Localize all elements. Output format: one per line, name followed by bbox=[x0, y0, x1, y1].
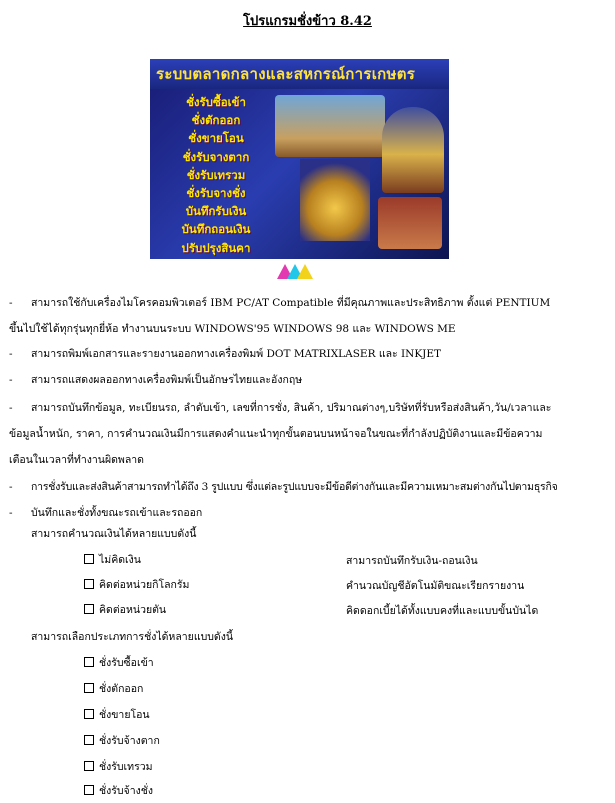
calc-option-label: คิดต่อหน่วยตัน bbox=[99, 604, 167, 616]
banner-feature: ชั่งตักออก bbox=[191, 113, 241, 128]
weigh-type-label: ชั่งรับจ้างตาก bbox=[99, 735, 160, 747]
checkbox[interactable] bbox=[84, 579, 94, 589]
bullet-line: สามารถใช้กับเครื่องไมโครคอมพิวเตอร์ IBM PC/AT Compatible ที่มีคุณภาพและประสิทธิภาพ ตั้งแต่ PENTIUM bbox=[31, 297, 551, 309]
bullet-dash: - bbox=[9, 374, 13, 386]
bullet-dash: - bbox=[9, 507, 13, 519]
calc-option[interactable] bbox=[84, 602, 166, 618]
checkbox[interactable] bbox=[84, 683, 94, 693]
bullet-dash: - bbox=[9, 348, 13, 360]
bullet-line: สามารถแสดงผลออกทางเครื่องพิมพ์เป็นอักษรไทยและอังกฤษ bbox=[31, 374, 303, 386]
wat-photo bbox=[382, 107, 444, 193]
bullet-line: สามารถพิมพ์เอกสารและรายงานออกทางเครื่องพิมพ์ DOT MATRIXLASER และ INKJET bbox=[31, 348, 442, 360]
banner-feature-list bbox=[160, 93, 272, 257]
checkbox[interactable] bbox=[84, 657, 94, 667]
chedi-photo bbox=[300, 159, 370, 241]
company-contact: TEL.2136373-6 , FAX.6751763-4 bbox=[330, 279, 403, 284]
weigh-type-label: ชั่งรับซื้อเข้า bbox=[99, 657, 154, 669]
weigh-type-option[interactable] bbox=[84, 681, 143, 697]
banner-feature: ชั่งรับซื้อเข้า bbox=[186, 95, 246, 109]
weigh-type-label: ชั่งรับเทรวม bbox=[99, 761, 153, 773]
bullet-line: ขึ้นไปใช้ได้ทุกรุ่นทุกยี่ห้อ ทำงานบนระบบ WINDOWS'95 WINDOWS 98 และ WINDOWS ME bbox=[9, 323, 456, 335]
banner-feature: ชั่งขายโอน bbox=[188, 131, 244, 146]
weigh-type-label: ชั่งรับจ้างชั่ง bbox=[99, 785, 153, 797]
checkbox[interactable] bbox=[84, 604, 94, 614]
bullet-dash: - bbox=[9, 402, 13, 414]
checkbox[interactable] bbox=[84, 554, 94, 564]
bullet-line: การชั่งรับและส่งสินค้าสามารถทำได้ถึง 3 รูปแบบ ซึ่งแต่ละรูปแบบจะมีข้อดีต่างกันและมีความเหมาะสมต่างกันไปตามธุรกิจ bbox=[31, 481, 558, 493]
banner-body bbox=[150, 89, 449, 284]
banner-feature: ชั่งรับเทรวม bbox=[186, 167, 246, 182]
ruins-photo bbox=[378, 197, 442, 249]
weigh-type-option[interactable] bbox=[84, 759, 153, 775]
bullet-line: ข้อมูลน้ำหนัก, ราคา, การคำนวณเงินมีการแสดงคำแนะนำทุกขั้นตอนบนหน้าจอในขณะที่กำลังปฏิบัติงานและมีข้อความ bbox=[9, 428, 543, 440]
weigh-type-label: ชั่งตักออก bbox=[99, 683, 144, 695]
temple-photo bbox=[275, 95, 385, 157]
banner-headline: ระบบตลาดกลางและสหกรณ์การเกษตร bbox=[150, 59, 449, 89]
calc-option-label: คิดต่อหน่วยกิโลกรัม bbox=[99, 579, 190, 591]
banner-feature: บันทึกรับเงิน bbox=[185, 204, 247, 219]
checkbox[interactable] bbox=[84, 761, 94, 771]
weigh-type-option[interactable] bbox=[84, 783, 153, 799]
bullet-dash: - bbox=[9, 297, 13, 309]
checkbox[interactable] bbox=[84, 785, 94, 795]
banner-feature: ชั่งรับจางชั่ง bbox=[186, 186, 246, 201]
company-logo-icon bbox=[275, 261, 317, 281]
product-banner bbox=[150, 59, 449, 284]
bullet-line: บันทึกและชั่งทั้งขณะรถเข้าและรถออก bbox=[31, 507, 203, 519]
weigh-type-option[interactable] bbox=[84, 707, 150, 723]
weigh-type-label: ชั่งขายโอน bbox=[99, 709, 150, 721]
calc-option-label: ไม่คิดเงิน bbox=[99, 554, 141, 566]
weigh-type-option[interactable] bbox=[84, 655, 154, 671]
banner-feature: ปรับปรุงสินคา bbox=[181, 240, 251, 255]
bullet-line: เตือนในเวลาที่ทำงานผิดพลาด bbox=[9, 454, 144, 466]
calc-feature: คิดดอกเบี้ยได้ทั้งแบบคงที่และแบบขั้นบันได bbox=[346, 605, 539, 617]
calc-heading: สามารถคำนวณเงินได้หลายแบบดังนี้ bbox=[31, 528, 197, 540]
checkbox[interactable] bbox=[84, 709, 94, 719]
company-name: ADVANCE SOLUTION INTERNATIONAL bbox=[322, 269, 430, 275]
calc-option[interactable] bbox=[84, 552, 141, 568]
banner-feature: บันทึกถอนเงิน bbox=[181, 222, 251, 237]
calc-feature: คำนวณบัญชีอัตโนมัติขณะเรียกรายงาน bbox=[346, 580, 525, 592]
calc-option[interactable] bbox=[84, 577, 189, 593]
document-title: โปรแกรมชั่งข้าว 8.42 bbox=[243, 14, 372, 29]
checkbox[interactable] bbox=[84, 735, 94, 745]
calc-feature: สามารถบันทึกรับเงิน-ถอนเงิน bbox=[346, 555, 478, 567]
bullet-line: สามารถบันทึกข้อมูล, ทะเบียนรถ, ลำดับเข้า, เลขที่การชั่ง, สินค้า, ปริมาณต่างๆ,บริษัทที่รับหรือส่งสินค้า,วัน/เวลาและ bbox=[31, 402, 552, 414]
weigh-types-heading: สามารถเลือกประเภทการชั่งได้หลายแบบดังนี้ bbox=[31, 631, 234, 643]
weigh-type-option[interactable] bbox=[84, 733, 160, 749]
bullet-dash: - bbox=[9, 481, 13, 493]
banner-feature: ชั่งรับจางตาก bbox=[182, 149, 250, 164]
